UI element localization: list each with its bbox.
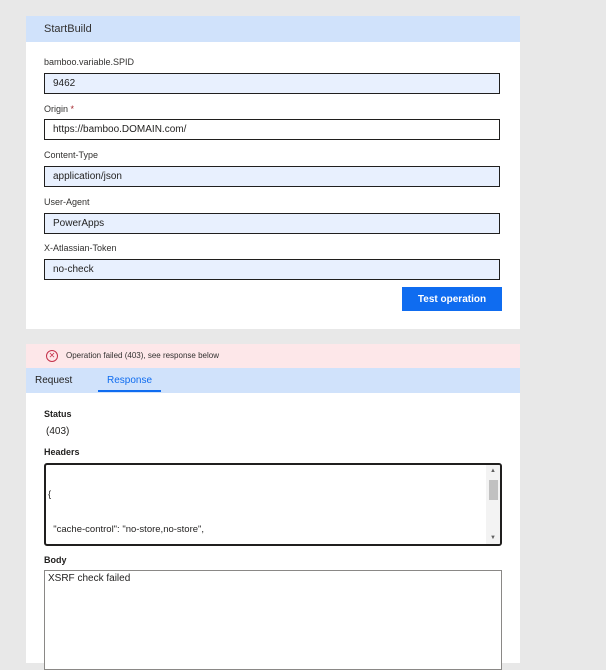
spid-input[interactable]	[44, 73, 500, 94]
body-content: XSRF check failed	[48, 573, 131, 584]
scroll-up-icon[interactable]: ▲	[490, 468, 496, 474]
result-tabs	[26, 368, 520, 393]
tab-response[interactable]: Response	[106, 375, 153, 386]
status-label: Status	[44, 409, 72, 419]
spid-label: bamboo.variable.SPID	[44, 57, 135, 67]
user-agent-input[interactable]	[44, 213, 500, 234]
headers-label: Headers	[44, 447, 80, 457]
headers-textarea[interactable]	[44, 463, 502, 546]
required-marker: *	[70, 104, 75, 114]
scrollbar-thumb[interactable]	[489, 480, 498, 500]
active-tab-indicator	[98, 390, 161, 392]
origin-label: Origin *	[44, 104, 75, 114]
headers-content	[48, 466, 346, 546]
content-type-label: Content-Type	[44, 150, 99, 160]
atlassian-token-input[interactable]	[44, 259, 500, 280]
error-message: Operation failed (403), see response below	[66, 351, 219, 360]
scroll-down-icon[interactable]: ▼	[490, 535, 496, 541]
headers-scrollbar[interactable]	[486, 465, 500, 544]
operation-title: StartBuild	[26, 16, 520, 42]
response-card	[26, 344, 520, 663]
status-value: (403)	[46, 426, 70, 437]
user-agent-label: User-Agent	[44, 197, 90, 207]
headers-line: {	[48, 489, 52, 501]
request-card	[26, 16, 520, 329]
error-banner	[26, 344, 520, 368]
atlassian-token-label: X-Atlassian-Token	[44, 243, 117, 253]
origin-input[interactable]	[44, 119, 500, 140]
test-operation-button[interactable]: Test operation	[402, 287, 502, 311]
body-textarea[interactable]	[44, 570, 502, 670]
body-label: Body	[44, 555, 67, 565]
tab-request[interactable]: Request	[35, 375, 73, 386]
headers-line: "cache-control": "no-store,no-store",	[48, 523, 205, 535]
x-circle-icon: ✕	[46, 350, 58, 362]
content-type-input[interactable]	[44, 166, 500, 187]
